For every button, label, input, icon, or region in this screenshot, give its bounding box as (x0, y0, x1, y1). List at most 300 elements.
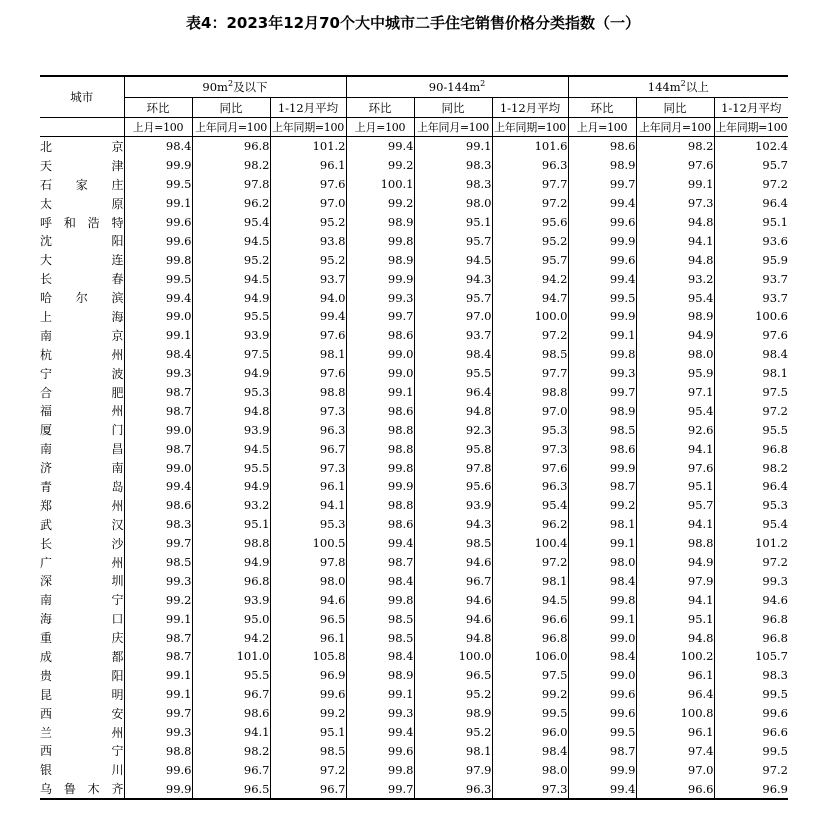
index-value: 98.2 (192, 742, 270, 761)
index-value: 94.2 (492, 269, 568, 288)
index-value: 99.6 (568, 685, 636, 704)
index-value: 99.6 (270, 685, 346, 704)
index-value: 98.9 (346, 213, 414, 232)
table-row (40, 307, 788, 326)
index-value: 100.1 (346, 175, 414, 194)
index-value: 99.1 (346, 685, 414, 704)
index-value: 98.8 (346, 439, 414, 458)
index-value: 99.7 (346, 307, 414, 326)
table-row (40, 628, 788, 647)
index-value: 100.5 (270, 534, 346, 553)
index-value: 97.7 (492, 364, 568, 383)
index-value: 100.6 (714, 307, 788, 326)
index-value: 97.3 (270, 458, 346, 477)
index-value: 98.9 (568, 156, 636, 175)
index-value: 98.8 (492, 383, 568, 402)
index-value: 95.4 (636, 288, 714, 307)
subcolumn-header: 环比 (568, 98, 636, 118)
index-value: 99.1 (568, 326, 636, 345)
index-value: 95.1 (270, 723, 346, 742)
index-value: 96.3 (492, 477, 568, 496)
index-value: 96.5 (192, 779, 270, 799)
index-value: 99.1 (346, 383, 414, 402)
index-value: 93.2 (192, 496, 270, 515)
index-value: 99.5 (568, 288, 636, 307)
index-value: 98.7 (568, 477, 636, 496)
city-name: 重庆 (40, 631, 124, 646)
index-value: 99.5 (714, 685, 788, 704)
index-value: 96.4 (636, 685, 714, 704)
index-value: 97.0 (270, 194, 346, 213)
index-value: 96.8 (714, 628, 788, 647)
index-value: 97.8 (270, 553, 346, 572)
index-value: 94.8 (636, 213, 714, 232)
table-row (40, 345, 788, 364)
table-row (40, 269, 788, 288)
city-name: 成都 (40, 649, 124, 664)
index-value: 95.4 (714, 515, 788, 534)
index-value: 94.6 (714, 590, 788, 609)
index-value: 98.7 (568, 742, 636, 761)
index-value: 99.9 (346, 477, 414, 496)
table-body (40, 137, 788, 800)
index-value: 97.5 (714, 383, 788, 402)
index-value: 98.5 (124, 553, 192, 572)
index-value: 94.1 (636, 590, 714, 609)
index-value: 94.8 (636, 628, 714, 647)
table-row (40, 647, 788, 666)
table-row (40, 534, 788, 553)
index-value: 101.2 (714, 534, 788, 553)
table-row (40, 326, 788, 345)
index-value: 99.9 (568, 458, 636, 477)
base-header: 上年同月=100 (636, 118, 714, 137)
index-value: 95.2 (492, 231, 568, 250)
index-value: 100.4 (492, 534, 568, 553)
table-header (40, 76, 788, 137)
index-value: 95.2 (414, 685, 492, 704)
table-row (40, 496, 788, 515)
table-row (40, 571, 788, 590)
index-value: 94.0 (270, 288, 346, 307)
index-value: 93.7 (714, 288, 788, 307)
index-value: 99.6 (124, 760, 192, 779)
index-value: 98.4 (492, 742, 568, 761)
index-value: 95.1 (636, 609, 714, 628)
index-value: 97.6 (636, 156, 714, 175)
index-value: 99.0 (346, 345, 414, 364)
index-value: 93.7 (414, 326, 492, 345)
index-value: 99.2 (270, 704, 346, 723)
index-value: 95.3 (192, 383, 270, 402)
index-value: 98.4 (414, 345, 492, 364)
index-value: 98.8 (346, 420, 414, 439)
table-row (40, 685, 788, 704)
index-value: 99.1 (124, 609, 192, 628)
group-header-large: $144m^2$以上 (568, 76, 788, 98)
index-value: 96.3 (270, 420, 346, 439)
index-value: 94.7 (492, 288, 568, 307)
city-name: 长春 (40, 272, 124, 287)
index-value: 95.5 (192, 307, 270, 326)
table-row (40, 420, 788, 439)
index-value: 95.9 (714, 250, 788, 269)
index-value: 99.9 (346, 269, 414, 288)
index-value: 96.7 (414, 571, 492, 590)
index-value: 95.1 (714, 213, 788, 232)
index-value: 97.6 (270, 175, 346, 194)
city-name: 太原 (40, 196, 124, 211)
index-value: 95.4 (192, 213, 270, 232)
base-header-empty (40, 118, 124, 137)
city-name: 长沙 (40, 536, 124, 551)
city-name: 广州 (40, 555, 124, 570)
index-value: 99.2 (492, 685, 568, 704)
table-row (40, 590, 788, 609)
index-value: 95.4 (492, 496, 568, 515)
index-value: 99.4 (346, 534, 414, 553)
index-value: 98.2 (636, 137, 714, 156)
index-value: 98.1 (414, 742, 492, 761)
city-name: 南宁 (40, 593, 124, 608)
index-value: 95.7 (414, 288, 492, 307)
table-row (40, 137, 788, 156)
index-value: 99.2 (124, 590, 192, 609)
city-name: 石家庄 (40, 177, 124, 192)
index-value: 99.1 (568, 609, 636, 628)
index-value: 95.7 (414, 231, 492, 250)
index-value: 93.9 (192, 420, 270, 439)
table-row (40, 213, 788, 232)
index-value: 97.2 (714, 175, 788, 194)
index-value: 95.3 (492, 420, 568, 439)
table-row (40, 364, 788, 383)
index-value: 98.9 (414, 704, 492, 723)
index-value: 98.6 (346, 515, 414, 534)
index-value: 98.0 (270, 571, 346, 590)
index-value: 99.6 (714, 704, 788, 723)
index-value: 99.8 (346, 231, 414, 250)
index-value: 98.7 (124, 628, 192, 647)
index-value: 95.2 (192, 250, 270, 269)
table-row (40, 666, 788, 685)
table-row (40, 742, 788, 761)
index-value: 97.3 (636, 194, 714, 213)
index-value: 99.7 (568, 175, 636, 194)
index-value: 97.4 (636, 742, 714, 761)
city-name: 北京 (40, 139, 124, 154)
index-value: 97.0 (414, 307, 492, 326)
index-value: 98.3 (124, 515, 192, 534)
index-value: 99.0 (346, 364, 414, 383)
city-name: 哈尔滨 (40, 291, 124, 306)
index-value: 99.4 (568, 779, 636, 799)
city-name: 呼和浩特 (40, 215, 124, 230)
index-value: 98.5 (414, 534, 492, 553)
index-value: 99.0 (568, 628, 636, 647)
index-value: 101.0 (192, 647, 270, 666)
index-value: 99.5 (568, 723, 636, 742)
index-value: 96.8 (192, 571, 270, 590)
index-value: 97.8 (192, 175, 270, 194)
index-value: 99.3 (124, 571, 192, 590)
city-name: 海口 (40, 612, 124, 627)
index-value: 94.9 (192, 553, 270, 572)
index-value: 98.1 (568, 515, 636, 534)
index-value: 92.3 (414, 420, 492, 439)
index-value: 99.8 (568, 590, 636, 609)
index-value: 95.0 (192, 609, 270, 628)
index-value: 97.9 (636, 571, 714, 590)
index-value: 96.1 (270, 477, 346, 496)
index-value: 99.3 (124, 723, 192, 742)
index-value: 98.3 (414, 175, 492, 194)
table-row (40, 383, 788, 402)
index-value: 99.1 (124, 685, 192, 704)
index-value: 99.0 (124, 458, 192, 477)
index-value: 94.9 (636, 326, 714, 345)
index-value: 98.0 (492, 760, 568, 779)
index-value: 106.0 (492, 647, 568, 666)
index-value: 98.0 (414, 194, 492, 213)
index-value: 97.6 (270, 364, 346, 383)
index-value: 94.8 (636, 250, 714, 269)
base-header-row (40, 118, 788, 137)
index-value: 98.6 (124, 496, 192, 515)
index-value: 96.8 (492, 628, 568, 647)
index-value: 94.3 (414, 269, 492, 288)
city-name: 天津 (40, 158, 124, 173)
subcolumn-header: 同比 (414, 98, 492, 118)
index-value: 99.7 (346, 779, 414, 799)
index-value: 99.9 (568, 760, 636, 779)
index-value: 105.7 (714, 647, 788, 666)
group-header-small: $90m^2$及以下 (124, 76, 346, 98)
index-value: 96.2 (492, 515, 568, 534)
index-value: 98.5 (492, 345, 568, 364)
index-value: 94.6 (414, 590, 492, 609)
index-value: 95.8 (414, 439, 492, 458)
index-value: 99.5 (124, 175, 192, 194)
index-value: 100.0 (492, 307, 568, 326)
index-value: 97.6 (492, 458, 568, 477)
index-value: 97.8 (414, 458, 492, 477)
index-value: 95.3 (714, 496, 788, 515)
index-value: 97.5 (492, 666, 568, 685)
subcolumn-header: 同比 (636, 98, 714, 118)
index-value: 105.8 (270, 647, 346, 666)
index-value: 94.1 (636, 231, 714, 250)
index-value: 98.9 (346, 666, 414, 685)
index-value: 94.6 (270, 590, 346, 609)
index-value: 98.8 (346, 496, 414, 515)
index-value: 98.8 (636, 534, 714, 553)
city-name: 厦门 (40, 423, 124, 438)
index-value: 99.0 (568, 666, 636, 685)
index-value: 98.4 (124, 345, 192, 364)
index-value: 96.8 (714, 439, 788, 458)
index-value: 97.2 (270, 760, 346, 779)
index-value: 97.2 (492, 553, 568, 572)
index-value: 96.6 (714, 723, 788, 742)
index-value: 96.1 (270, 628, 346, 647)
index-value: 99.8 (346, 590, 414, 609)
index-value: 95.2 (270, 213, 346, 232)
index-value: 93.7 (714, 269, 788, 288)
index-value: 99.9 (124, 779, 192, 799)
table-title: 表4：2023年12月70个大中城市二手住宅销售价格分类指数（一） (186, 14, 640, 32)
city-name: 上海 (40, 309, 124, 324)
index-value: 99.7 (124, 534, 192, 553)
index-value: 99.5 (492, 704, 568, 723)
index-value: 99.3 (346, 704, 414, 723)
table-row (40, 553, 788, 572)
index-value: 99.9 (568, 307, 636, 326)
index-value: 99.6 (124, 213, 192, 232)
subcolumn-header-row (40, 98, 788, 118)
index-value: 97.2 (714, 553, 788, 572)
index-value: 99.6 (568, 704, 636, 723)
index-value: 96.4 (714, 477, 788, 496)
index-value: 98.7 (346, 553, 414, 572)
index-value: 98.1 (714, 364, 788, 383)
index-value: 98.7 (124, 647, 192, 666)
index-value: 95.4 (636, 401, 714, 420)
index-value: 100.2 (636, 647, 714, 666)
index-value: 98.6 (568, 439, 636, 458)
index-value: 96.6 (492, 609, 568, 628)
city-name: 福州 (40, 404, 124, 419)
index-value: 98.6 (346, 401, 414, 420)
index-value: 97.7 (492, 175, 568, 194)
index-value: 99.4 (270, 307, 346, 326)
index-value: 95.9 (636, 364, 714, 383)
index-value: 99.6 (568, 250, 636, 269)
city-name: 杭州 (40, 347, 124, 362)
index-value: 96.0 (492, 723, 568, 742)
index-value: 95.5 (192, 666, 270, 685)
index-value: 98.1 (492, 571, 568, 590)
index-value: 98.0 (568, 553, 636, 572)
index-value: 99.8 (346, 760, 414, 779)
index-value: 95.7 (492, 250, 568, 269)
index-value: 98.1 (270, 345, 346, 364)
index-value: 96.5 (270, 609, 346, 628)
index-value: 99.8 (346, 458, 414, 477)
index-value: 97.0 (636, 760, 714, 779)
base-header: 上月=100 (124, 118, 192, 137)
table-row (40, 704, 788, 723)
index-value: 94.5 (192, 231, 270, 250)
index-value: 97.3 (492, 779, 568, 799)
index-value: 93.9 (192, 326, 270, 345)
index-value: 95.3 (270, 515, 346, 534)
index-value: 99.4 (346, 723, 414, 742)
price-index-table (40, 75, 788, 800)
index-value: 97.6 (636, 458, 714, 477)
index-value: 96.7 (192, 685, 270, 704)
index-value: 97.5 (192, 345, 270, 364)
index-value: 97.2 (492, 194, 568, 213)
table-row (40, 609, 788, 628)
index-value: 96.7 (270, 779, 346, 799)
base-header: 上年同期=100 (270, 118, 346, 137)
index-value: 97.3 (492, 439, 568, 458)
index-value: 101.2 (270, 137, 346, 156)
index-value: 95.6 (414, 477, 492, 496)
city-name: 贵阳 (40, 668, 124, 683)
index-value: 99.5 (714, 742, 788, 761)
index-value: 98.8 (192, 534, 270, 553)
table-row (40, 231, 788, 250)
subcolumn-header: 环比 (124, 98, 192, 118)
index-value: 99.5 (124, 269, 192, 288)
city-name: 西安 (40, 706, 124, 721)
base-header: 上年同期=100 (714, 118, 788, 137)
index-value: 97.9 (414, 760, 492, 779)
group-header-medium: $90-144m^2$ (346, 76, 568, 98)
base-header: 上月=100 (346, 118, 414, 137)
index-value: 99.3 (714, 571, 788, 590)
index-value: 98.4 (568, 571, 636, 590)
city-name: 大连 (40, 253, 124, 268)
index-value: 99.9 (568, 231, 636, 250)
index-value: 95.7 (714, 156, 788, 175)
table-row (40, 515, 788, 534)
index-value: 94.9 (192, 288, 270, 307)
index-value: 94.1 (636, 439, 714, 458)
city-name: 沈阳 (40, 234, 124, 249)
city-name: 深圳 (40, 574, 124, 589)
index-value: 93.2 (636, 269, 714, 288)
index-value: 100.8 (636, 704, 714, 723)
index-value: 99.0 (124, 307, 192, 326)
index-value: 94.1 (192, 723, 270, 742)
index-value: 99.1 (636, 175, 714, 194)
base-header: 上年同期=100 (492, 118, 568, 137)
index-value: 94.8 (414, 628, 492, 647)
index-value: 97.2 (714, 760, 788, 779)
index-value: 98.4 (714, 345, 788, 364)
index-value: 96.1 (270, 156, 346, 175)
index-value: 101.6 (492, 137, 568, 156)
index-value: 98.5 (346, 628, 414, 647)
table-row (40, 760, 788, 779)
index-value: 97.6 (714, 326, 788, 345)
index-value: 93.9 (192, 590, 270, 609)
index-value: 96.8 (714, 609, 788, 628)
index-value: 96.9 (270, 666, 346, 685)
table-row (40, 477, 788, 496)
index-value: 97.1 (636, 383, 714, 402)
index-value: 99.6 (124, 231, 192, 250)
index-value: 96.8 (192, 137, 270, 156)
index-value: 99.1 (124, 194, 192, 213)
index-value: 94.5 (414, 250, 492, 269)
city-name: 昆明 (40, 687, 124, 702)
index-value: 93.7 (270, 269, 346, 288)
index-value: 99.3 (124, 364, 192, 383)
index-value: 96.5 (414, 666, 492, 685)
index-value: 96.1 (636, 723, 714, 742)
city-name: 南昌 (40, 442, 124, 457)
index-value: 96.3 (414, 779, 492, 799)
index-value: 96.9 (714, 779, 788, 799)
index-value: 97.0 (492, 401, 568, 420)
base-header: 上年同月=100 (414, 118, 492, 137)
index-value: 99.4 (568, 269, 636, 288)
index-value: 98.0 (636, 345, 714, 364)
